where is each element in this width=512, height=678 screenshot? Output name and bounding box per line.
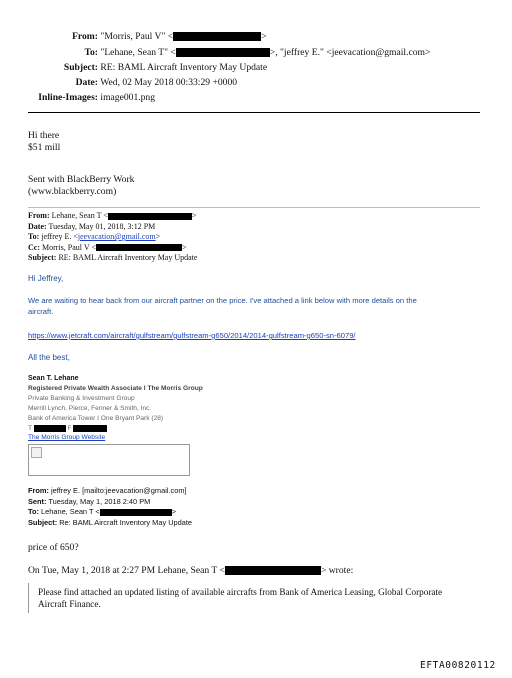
header-from-value: "Morris, Paul V" < <box>100 31 174 42</box>
signature-phone-row <box>28 424 107 433</box>
quoted2-attribution-prefix: On Tue, May 1, 2018 at 2:27 PM Lehane, Sean T < <box>28 565 225 576</box>
blockquote-line-1: Please find attached an updated listing of available aircrafts from Bank of America Leasing, Global Corporate <box>38 587 443 597</box>
quoted1-subject-label: Subject: <box>28 253 57 262</box>
quoted1-subject-row <box>28 253 197 264</box>
blackberry-url: (www.blackberry.com) <box>28 186 117 197</box>
quoted1-date-label: Date: <box>28 221 47 231</box>
header-date-row <box>0 76 237 90</box>
header-date-value: Wed, 02 May 2018 00:33:29 +0000 <box>100 77 238 88</box>
quoted1-date-value: Tuesday, May 01, 2018, 3:12 PM <box>48 221 156 231</box>
header-to-value: "Lehane, Sean T" < <box>100 47 176 58</box>
quoted1-from-label: From: <box>28 211 50 220</box>
quoted2-from-label: From: <box>28 486 49 495</box>
quoted1-cc-label: Cc: <box>28 242 40 252</box>
header-date-label: Date: <box>75 77 98 88</box>
quoted1-to-suffix: > <box>155 232 161 241</box>
quote-divider <box>28 207 480 208</box>
quoted2-from-row <box>28 486 187 497</box>
header-images-row <box>0 91 155 105</box>
quoted2-body: price of 650? <box>28 542 79 553</box>
redaction-block <box>225 566 321 575</box>
quoted1-subject-value: RE: BAML Aircraft Inventory May Update <box>58 253 198 262</box>
blockquote-bar <box>28 583 29 613</box>
quoted2-subject-label: Subject: <box>28 517 58 527</box>
redaction-block <box>34 425 66 432</box>
quoted1-closing: All the best, <box>28 353 70 362</box>
quoted2-to-value: Lehane, Sean T < <box>41 507 100 516</box>
blockquote-line-2: Aircraft Finance. <box>38 599 101 609</box>
header-to-label: To: <box>84 47 98 58</box>
quoted1-greeting: Hi Jeffrey, <box>28 274 64 283</box>
header-from-suffix: > <box>261 31 267 42</box>
quoted1-paragraph: We are waiting to hear back from our aircraft partner on the price. I've attached a link below with more details on the <box>28 296 417 305</box>
quoted1-from-row <box>28 211 196 222</box>
signature-f-label: F <box>67 425 72 432</box>
signature-line-3: Bank of America Tower I One Bryant Park (28) <box>28 415 164 422</box>
header-subject-value: RE: BAML Aircraft Inventory May Update <box>100 62 268 73</box>
document-id: EFTA00820112 <box>420 660 496 671</box>
redaction-block <box>73 425 107 432</box>
signature-t-label: T <box>28 425 32 432</box>
header-divider <box>28 112 480 113</box>
signature-name: Sean T. Lehane <box>28 375 79 382</box>
quoted2-subject-value: Re: BAML Aircraft Inventory May Update <box>59 517 193 527</box>
quoted2-from-value: jeffrey E. [mailto:jeevacation@gmail.com] <box>51 486 187 495</box>
header-subject-row <box>0 61 267 75</box>
redaction-block <box>100 509 172 516</box>
quoted1-to-label: To: <box>28 232 40 241</box>
message-amount: $51 mill <box>28 142 61 153</box>
quoted1-cc-suffix: > <box>182 242 187 252</box>
header-to-row <box>0 46 430 60</box>
quoted2-to-suffix: > <box>171 507 177 516</box>
message-greeting: Hi there <box>28 130 60 141</box>
quoted1-from-suffix: > <box>191 211 197 220</box>
quoted2-sent-value: Tuesday, May 1, 2018 2:40 PM <box>48 496 151 506</box>
signature-line-1: Private Banking & Investment Group <box>28 395 135 402</box>
signature-line-2: Merrill Lynch, Pierce, Fenner & Smith, Inc. <box>28 405 152 412</box>
quoted2-to-label: To: <box>28 507 39 516</box>
quoted1-cc-row <box>28 243 187 254</box>
signature-title: Registered Private Wealth Associate I The Morris Group <box>28 385 203 392</box>
header-from-label: From: <box>72 31 98 42</box>
quoted1-to-row <box>28 232 160 243</box>
quoted1-to-value: jeffrey E. < <box>41 232 78 241</box>
redaction-block <box>173 32 261 41</box>
redaction-block <box>108 213 192 220</box>
header-images-value: image001.png <box>100 92 156 103</box>
quoted2-to-row <box>28 507 176 518</box>
quoted1-cc-value: Morris, Paul V < <box>42 242 96 252</box>
header-to-suffix: >, "jeffrey E." <jeevacation@gmail.com> <box>269 47 431 58</box>
quoted2-sent-label: Sent: <box>28 496 47 506</box>
signature-image-placeholder <box>28 444 190 476</box>
quoted1-paragraph-cont: aircraft. <box>28 307 54 316</box>
redaction-block <box>96 244 182 251</box>
quoted1-from-value: Lehane, Sean T < <box>51 211 108 220</box>
redaction-block <box>176 48 270 57</box>
quoted2-subject-row <box>28 518 192 529</box>
quoted1-to-email-link[interactable]: jeevacation@gmail.com <box>77 232 156 241</box>
morris-group-website-link[interactable]: The Morris Group Website <box>28 434 106 441</box>
broken-image-icon <box>31 447 42 458</box>
quoted1-date-row <box>28 222 155 233</box>
quoted2-attribution <box>28 565 353 577</box>
header-images-label: Inline-Images: <box>38 92 98 103</box>
quoted2-attribution-suffix: > wrote: <box>320 565 354 576</box>
header-from-row <box>0 30 267 44</box>
blackberry-signature: Sent with BlackBerry Work <box>28 174 135 185</box>
jetcraft-aircraft-link[interactable]: https://www.jetcraft.com/aircraft/gulfstream/gulfstream-g650/2014/2014-gulfstream-g650-sn-6079/ <box>28 331 356 340</box>
quoted2-sent-row <box>28 497 150 508</box>
header-subject-label: Subject: <box>63 62 98 73</box>
